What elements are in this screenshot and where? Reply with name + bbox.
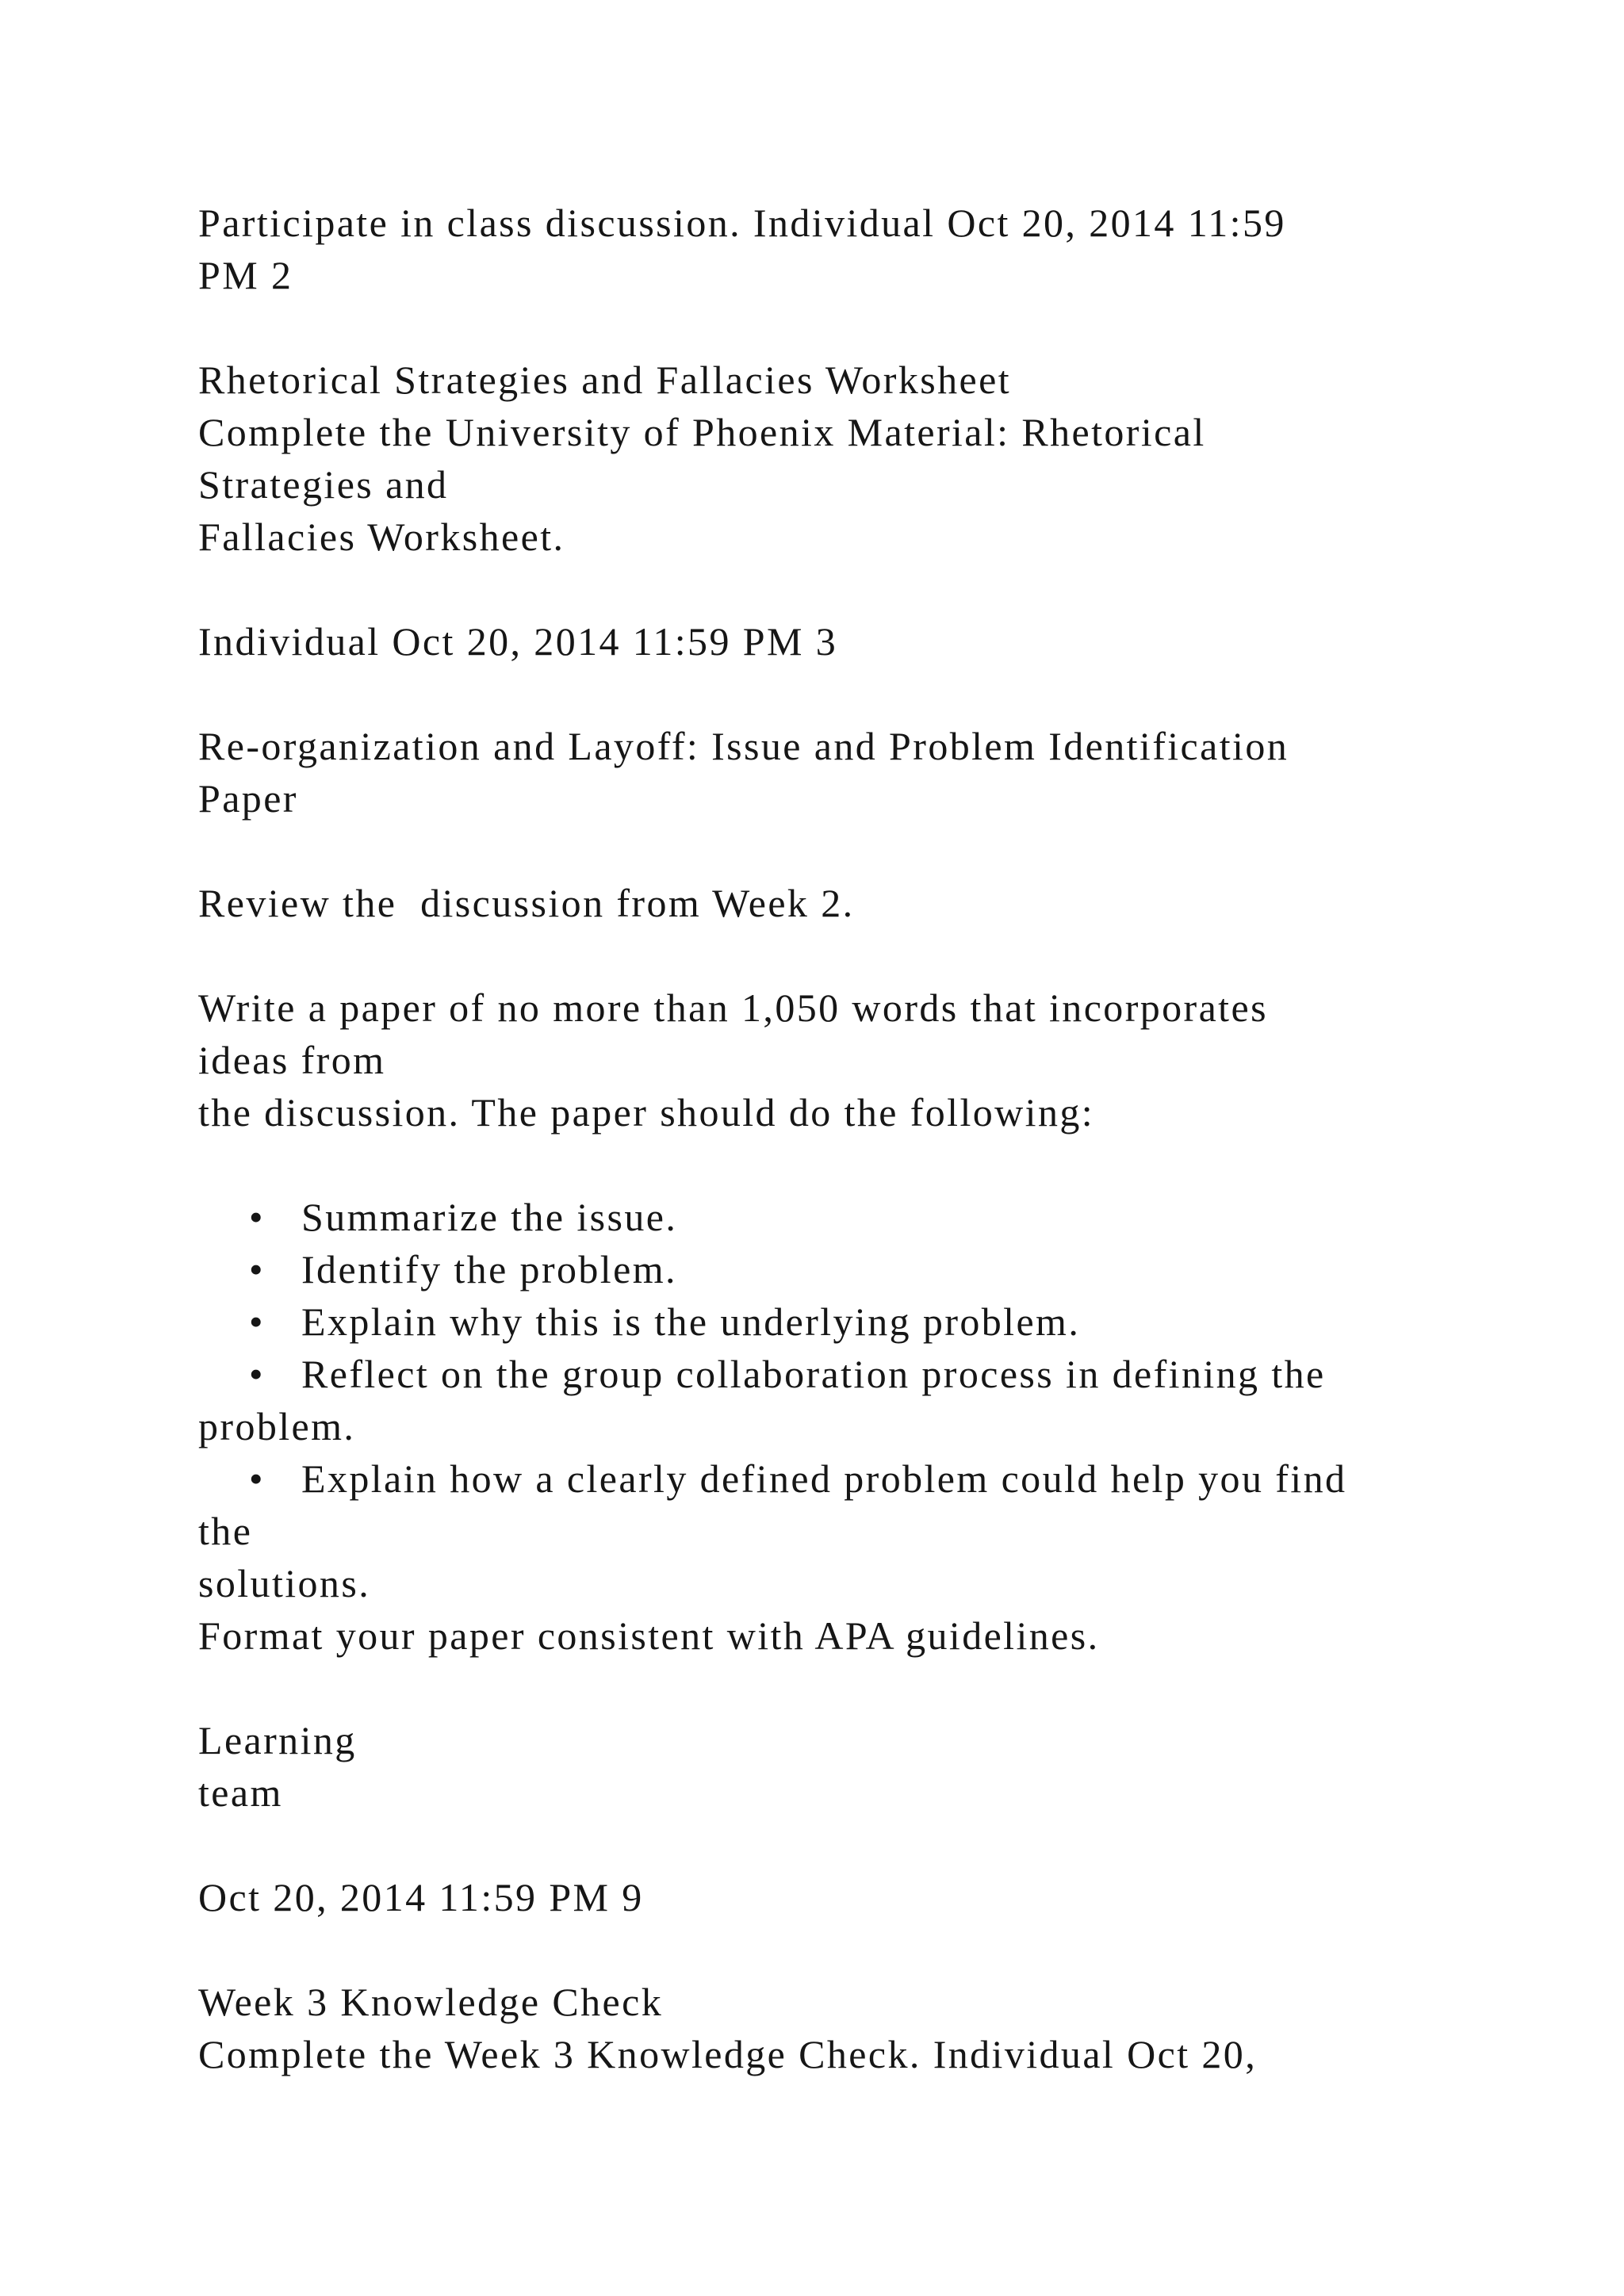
list-item [198,1243,677,1295]
text-line: Fallacies Worksheet. [198,515,565,559]
bullet-icon: • [249,1456,265,1501]
list-item-text: Reflect on the group collaboration process in defining the [301,1352,1326,1396]
text-line: team [198,1770,283,1815]
bullet-icon: • [249,1247,265,1292]
text-line: Write a paper of no more than 1,050 words that incorporates [198,985,1268,1030]
list-item [198,1295,1080,1348]
text-line: problem. [198,1404,356,1448]
list-item-text: Explain how a clearly defined problem could help you find [301,1456,1347,1501]
list-item-text: Identify the problem. [301,1247,677,1292]
text-line: ideas from [198,1038,386,1082]
text-line: the [198,1509,253,1553]
text-line: Oct 20, 2014 11:59 PM 9 [198,1875,644,1919]
text-line: Participate in class discussion. Individual Oct 20, 2014 11:59 [198,201,1286,245]
list-item [198,1191,677,1243]
list-item-text: Summarize the issue. [301,1195,678,1239]
text-line: Individual Oct 20, 2014 11:59 PM 3 [198,619,838,664]
text-line: Learning [198,1718,357,1762]
text-line: Complete the Week 3 Knowledge Check. Individual Oct 20, [198,2032,1258,2076]
bullet-icon: • [249,1352,265,1396]
section-title: Rhetorical Strategies and Fallacies Worksheet [198,358,1011,402]
list-item [198,1452,1346,1505]
text-line: solutions. [198,1561,371,1605]
text-line: Complete the University of Phoenix Material: Rhetorical [198,410,1206,454]
text-line: Paper [198,776,298,821]
section-title: Re-organization and Layoff: Issue and Problem Identification [198,724,1289,768]
text-line: Format your paper consistent with APA guidelines. [198,1613,1100,1658]
text-line: Strategies and [198,462,449,507]
list-item-text: Explain why this is the underlying problem. [301,1299,1081,1344]
bullet-icon: • [249,1195,265,1239]
text-line: PM 2 [198,253,293,297]
bullet-icon: • [249,1299,265,1344]
text-line: the discussion. The paper should do the following: [198,1090,1095,1135]
list-item [198,1348,1326,1400]
text-line: Review the discussion from Week 2. [198,881,855,925]
section-title: Week 3 Knowledge Check [198,1980,664,2024]
